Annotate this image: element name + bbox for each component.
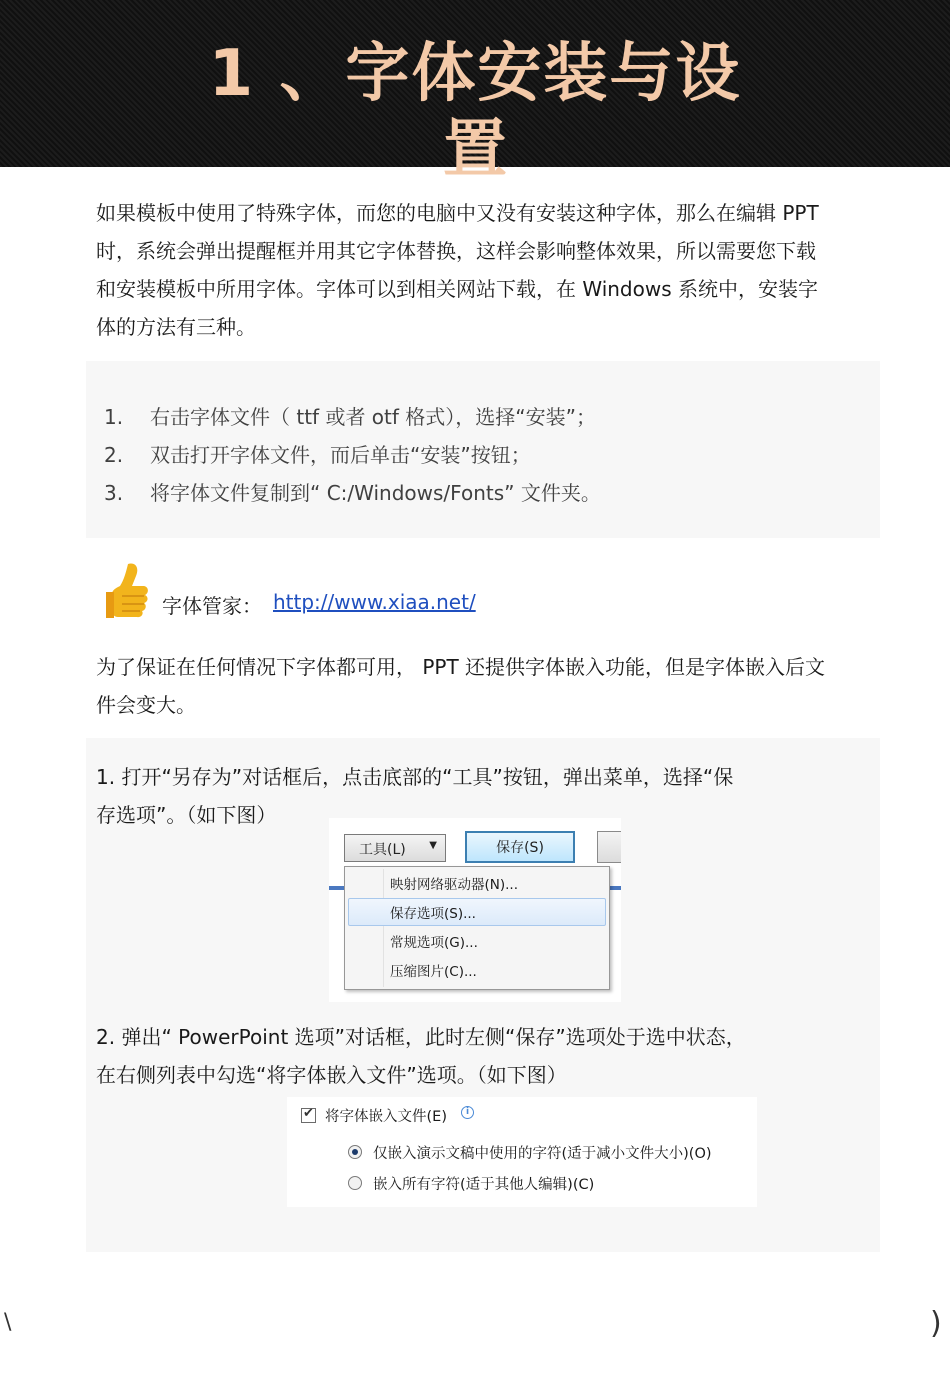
- cancel-button-partial[interactable]: [597, 831, 621, 863]
- embed-step-line: 在右侧列表中勾选“将字体嵌入文件”选项。（如下图）: [96, 1063, 567, 1087]
- step-text: 将字体文件复制到“ C:/Windows/Fonts” 文件夹。: [150, 481, 601, 505]
- embed-line: 件会变大。: [96, 693, 196, 717]
- save-button[interactable]: 保存(S): [465, 831, 575, 863]
- embed-step-2: [96, 1018, 866, 1094]
- step-number: 3.: [104, 481, 124, 505]
- step-number: 2.: [104, 443, 124, 467]
- radio-embed-all-label: 嵌入所有字符(适于其他人编辑)(C): [373, 1177, 595, 1193]
- menu-gutter: [383, 869, 384, 987]
- font-manager-link[interactable]: http://www.xiaa.net/: [273, 590, 476, 614]
- intro-line: 如果模板中使用了特殊字体，而您的电脑中又没有安装这种字体，那么在编辑 PPT: [96, 201, 819, 225]
- dropdown-arrow-icon: ▼: [429, 840, 437, 851]
- divider: [329, 886, 345, 890]
- tools-button-label: 工具(L): [359, 842, 406, 858]
- menu-item-general-options[interactable]: 常规选项(G)...: [390, 935, 478, 951]
- install-step: [104, 440, 531, 470]
- menu-item-save-options[interactable]: 保存选项(S)...: [390, 906, 476, 922]
- step-text: 右击字体文件（ ttf 或者 otf 格式），选择“安装”；: [150, 405, 596, 429]
- embed-fonts-checkbox[interactable]: [301, 1108, 316, 1123]
- radio-embed-all[interactable]: [348, 1176, 362, 1190]
- intro-line: 时，系统会弹出提醒框并用其它字体替换，这样会影响整体效果，所以需要您下载: [96, 239, 816, 263]
- menu-item-map-drive[interactable]: 映射网络驱动器(N)...: [390, 877, 519, 893]
- save-as-dialog-screenshot: [329, 818, 621, 1002]
- embed-line: 为了保证在任何情况下字体都可用， PPT 还提供字体嵌入功能，但是字体嵌入后文: [96, 655, 826, 679]
- radio-embed-used-label: 仅嵌入演示文稿中使用的字符(适于减小文件大小)(O): [373, 1146, 712, 1162]
- install-step: [104, 402, 596, 432]
- intro-paragraph: [96, 194, 866, 346]
- menu-highlight: [348, 898, 606, 926]
- embed-options-screenshot: [287, 1097, 757, 1207]
- font-manager-tip: [104, 562, 804, 622]
- embed-step-line: 2. 弹出“ PowerPoint 选项”对话框，此时左侧“保存”选项处于选中状态，: [96, 1025, 746, 1049]
- thumbs-up-icon: [104, 562, 150, 618]
- step-text: 双击打开字体文件，而后单击“安装”按钮；: [150, 443, 531, 467]
- step-number: 1.: [104, 405, 124, 429]
- intro-line: 和安装模板中所用字体。字体可以到相关网站下载，在 Windows 系统中，安装字: [96, 277, 818, 301]
- page-corner-mark: \: [4, 1310, 12, 1335]
- info-icon: i: [461, 1106, 474, 1119]
- embed-step-line: 存选项”。（如下图）: [96, 803, 277, 827]
- menu-item-compress-pictures[interactable]: 压缩图片(C)...: [390, 964, 477, 980]
- embed-fonts-label: 将字体嵌入文件(E): [325, 1109, 447, 1125]
- radio-dot: [352, 1149, 358, 1155]
- embed-paragraph: [96, 648, 866, 724]
- intro-line: 体的方法有三种。: [96, 315, 256, 339]
- install-step: [104, 478, 601, 508]
- tools-menu: [344, 866, 610, 990]
- checkmark-icon: ✔: [303, 1106, 314, 1121]
- page-title-line2: 置: [443, 113, 507, 187]
- tools-button[interactable]: [344, 834, 446, 862]
- tip-label: 字体管家：: [162, 594, 262, 618]
- radio-embed-used[interactable]: [348, 1145, 362, 1159]
- page-corner-mark: ): [930, 1306, 942, 1341]
- page-title-line1: 1 、字体安装与设: [208, 37, 742, 111]
- embed-step-line: 1. 打开“另存为”对话框后，点击底部的“工具”按钮，弹出菜单，选择“保: [96, 765, 734, 789]
